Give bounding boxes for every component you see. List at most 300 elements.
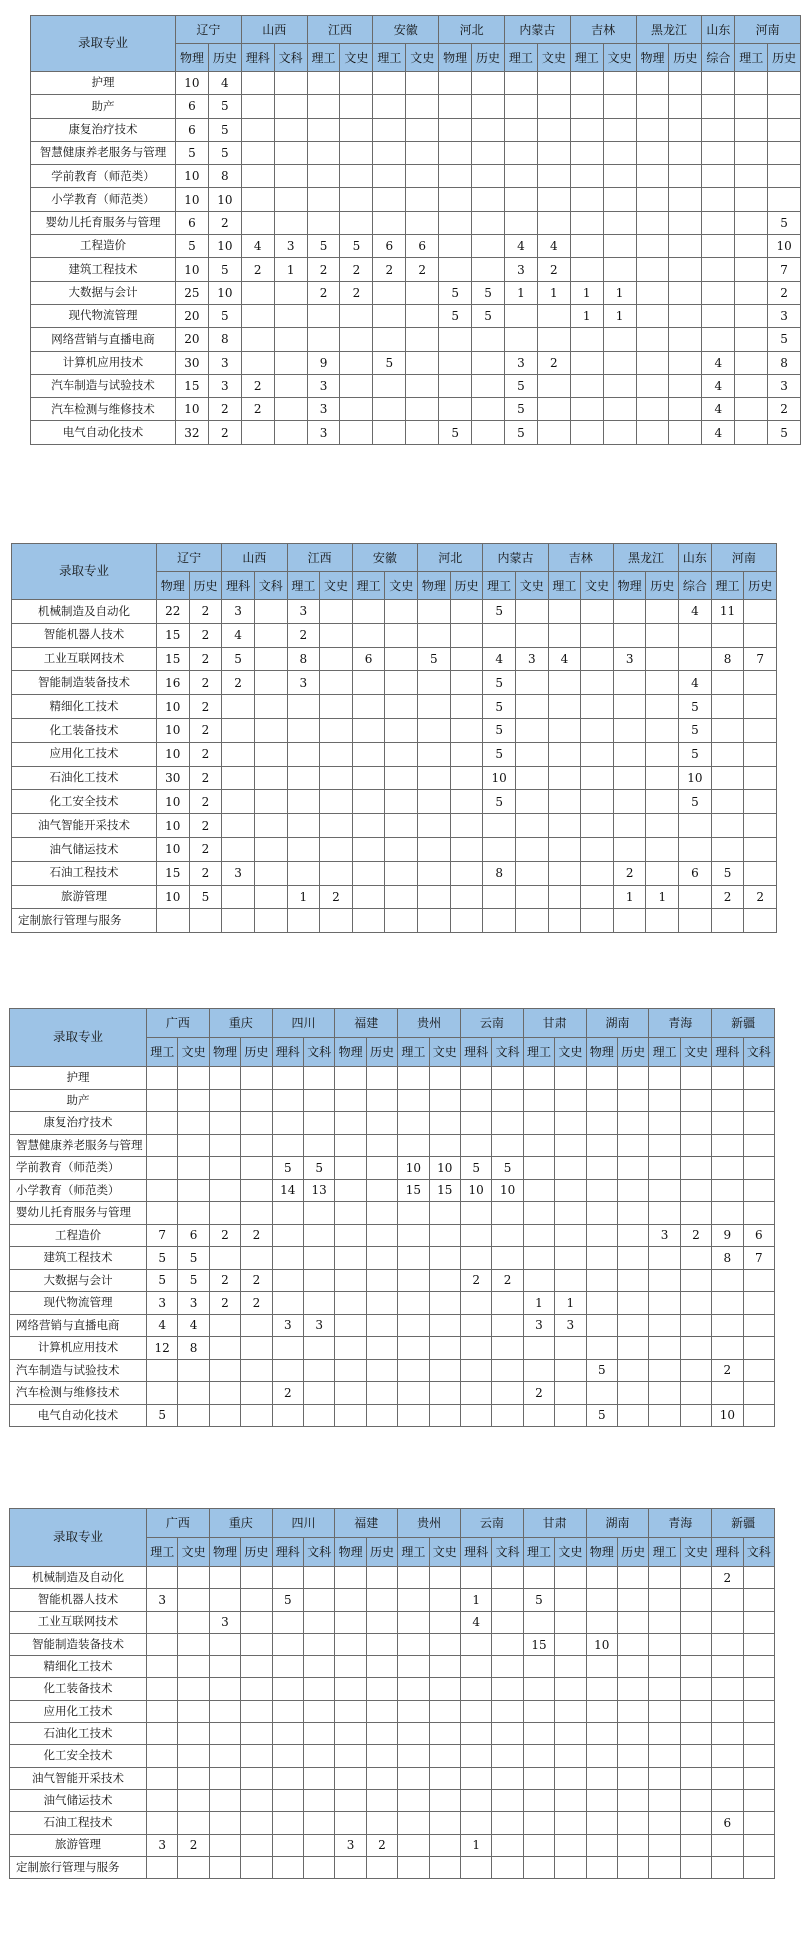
quota-cell [555,1202,586,1225]
major-name: 助产 [31,95,176,118]
quota-cell [702,165,735,188]
quota-cell [679,885,712,909]
quota-cell [617,1404,648,1427]
quota-cell [669,421,702,444]
quota-cell [570,235,603,258]
quota-cell [581,742,614,766]
quota-cell [555,1767,586,1789]
quota-cell [303,1112,334,1135]
quota-cell [617,1723,648,1745]
quota-cell [515,790,548,814]
quota-cell [570,95,603,118]
quota-cell [555,1789,586,1811]
quota-cell: 8 [711,647,744,671]
quota-cell [649,1269,680,1292]
quota-cell [581,790,614,814]
table-row [12,814,777,838]
quota-cell [335,1292,366,1315]
quota-cell [555,1611,586,1633]
quota-cell: 5 [307,235,340,258]
quota-cell [603,328,636,351]
quota-cell [147,1157,178,1180]
quota-cell [711,718,744,742]
quota-cell [352,885,385,909]
major-name: 学前教育（师范类） [10,1157,147,1180]
quota-cell [450,885,483,909]
quota-cell: 5 [679,742,712,766]
quota-cell [241,1202,272,1225]
quota-cell: 5 [504,374,537,397]
subject-header: 理工 [570,44,603,72]
quota-cell: 2 [711,885,744,909]
quota-cell [702,72,735,95]
major-name: 康复治疗技术 [31,118,176,141]
quota-cell: 10 [768,235,801,258]
quota-cell [743,1567,774,1589]
table-row [10,1404,775,1427]
quota-cell: 2 [241,258,274,281]
subject-header: 历史 [617,1038,648,1067]
quota-cell [492,1404,523,1427]
quota-cell [272,1404,303,1427]
quota-cell [617,1567,648,1589]
quota-cell [581,600,614,624]
quota-cell [335,1767,366,1789]
major-name: 智慧健康养老服务与管理 [31,141,176,164]
quota-cell [439,235,472,258]
quota-cell [385,885,418,909]
quota-cell [439,398,472,421]
quota-cell [743,1359,774,1382]
quota-cell [450,814,483,838]
quota-cell [646,600,679,624]
major-name: 化工安全技术 [12,790,157,814]
quota-cell [555,1745,586,1767]
subject-header: 文科 [274,44,307,72]
quota-cell [303,1089,334,1112]
quota-cell: 10 [176,165,209,188]
subject-header: 物理 [335,1038,366,1067]
major-name: 机械制造及自动化 [10,1567,147,1589]
subject-header: 理工 [523,1038,554,1067]
quota-cell: 2 [189,647,222,671]
quota-cell [398,1067,429,1090]
quota-cell [241,1678,272,1700]
quota-cell [712,1856,743,1878]
quota-cell [406,281,439,304]
quota-cell [460,1067,491,1090]
quota-cell [429,1611,460,1633]
quota-cell [649,1404,680,1427]
quota-cell: 3 [208,374,241,397]
quota-cell [366,1633,397,1655]
quota-cell [335,1247,366,1270]
subject-header: 物理 [636,44,669,72]
quota-cell [492,1589,523,1611]
quota-cell [209,1314,240,1337]
quota-cell [680,1567,711,1589]
quota-cell: 5 [483,671,516,695]
quota-cell [429,1404,460,1427]
quota-cell: 4 [679,671,712,695]
major-name: 大数据与会计 [10,1269,147,1292]
province-header: 河南 [711,544,776,572]
quota-cell [406,95,439,118]
quota-cell: 5 [147,1247,178,1270]
quota-cell [272,1834,303,1856]
quota-cell: 4 [483,647,516,671]
quota-cell [472,211,505,234]
quota-cell [352,837,385,861]
quota-cell [617,1812,648,1834]
quota-cell [669,95,702,118]
quota-cell [366,1404,397,1427]
quota-cell [586,1314,617,1337]
quota-cell [460,1112,491,1135]
quota-cell [515,695,548,719]
quota-cell [586,1789,617,1811]
quota-cell: 5 [439,421,472,444]
major-name: 定制旅行管理与服务 [10,1856,147,1878]
quota-cell [712,1202,743,1225]
province-header: 福建 [335,1009,398,1038]
quota-cell: 10 [157,742,190,766]
subject-header: 历史 [744,572,777,600]
quota-cell [385,861,418,885]
quota-cell [335,1134,366,1157]
quota-cell [320,861,353,885]
quota-cell: 3 [768,374,801,397]
table-row [12,600,777,624]
quota-cell [636,211,669,234]
quota-cell: 5 [178,1247,209,1270]
quota-cell [209,1745,240,1767]
quota-cell [241,1589,272,1611]
quota-cell [398,1589,429,1611]
table-row [31,165,801,188]
quota-cell [743,1134,774,1157]
quota-cell [352,623,385,647]
quota-cell [178,1157,209,1180]
quota-cell [613,909,646,933]
quota-cell: 1 [460,1834,491,1856]
quota-cell [586,1656,617,1678]
quota-cell [743,1700,774,1722]
quota-cell [483,837,516,861]
quota-cell [209,1247,240,1270]
quota-cell [617,1678,648,1700]
quota-cell [492,1812,523,1834]
quota-cell [366,1723,397,1745]
quota-cell [340,374,373,397]
table-row [31,351,801,374]
admission-table-1 [30,15,801,445]
quota-cell [613,695,646,719]
quota-cell [385,718,418,742]
quota-cell [335,1856,366,1878]
quota-cell: 2 [537,258,570,281]
quota-cell [679,837,712,861]
quota-cell [303,1856,334,1878]
quota-cell: 3 [335,1834,366,1856]
quota-cell: 3 [504,258,537,281]
quota-cell [744,600,777,624]
quota-cell: 5 [272,1157,303,1180]
quota-cell [636,235,669,258]
quota-cell [209,1633,240,1655]
quota-cell: 5 [208,304,241,327]
table-row [10,1179,775,1202]
quota-cell [472,72,505,95]
quota-cell [303,1678,334,1700]
subject-header: 理工 [398,1538,429,1567]
quota-cell [744,861,777,885]
quota-cell [743,1656,774,1678]
quota-cell: 1 [504,281,537,304]
quota-cell [335,1067,366,1090]
quota-cell [548,742,581,766]
quota-cell [320,837,353,861]
quota-cell [335,1359,366,1382]
quota-cell [669,141,702,164]
quota-cell [617,1157,648,1180]
quota-cell [398,1382,429,1405]
subject-header: 理科 [272,1038,303,1067]
quota-cell [613,742,646,766]
major-name: 工业互联网技术 [10,1611,147,1633]
quota-cell [636,304,669,327]
quota-cell [680,1656,711,1678]
quota-cell [406,165,439,188]
subject-header: 物理 [613,572,646,600]
quota-cell [735,235,768,258]
quota-cell [548,600,581,624]
quota-cell [287,861,320,885]
quota-cell [570,328,603,351]
province-header: 山东 [702,16,735,44]
quota-cell: 25 [176,281,209,304]
quota-cell [241,1812,272,1834]
quota-cell: 10 [208,188,241,211]
quota-cell [320,766,353,790]
quota-cell [504,141,537,164]
quota-cell [418,600,451,624]
quota-cell [649,1723,680,1745]
quota-cell [385,647,418,671]
subject-header: 理科 [712,1538,743,1567]
quota-cell [649,1656,680,1678]
quota-cell [636,398,669,421]
quota-cell [636,374,669,397]
quota-cell [646,695,679,719]
quota-cell [636,165,669,188]
table-row [12,766,777,790]
quota-cell [406,118,439,141]
quota-cell [241,1247,272,1270]
quota-cell: 1 [537,281,570,304]
quota-cell [555,1404,586,1427]
quota-cell [555,1633,586,1655]
quota-cell: 10 [208,281,241,304]
quota-cell [646,861,679,885]
quota-cell [303,1292,334,1315]
table-row [31,421,801,444]
province-header: 河北 [418,544,483,572]
quota-cell [523,1112,554,1135]
major-name: 旅游管理 [12,885,157,909]
quota-cell: 5 [189,885,222,909]
quota-cell [406,374,439,397]
quota-cell [735,211,768,234]
quota-cell: 5 [483,718,516,742]
quota-cell [272,1292,303,1315]
quota-cell [287,909,320,933]
quota-cell [147,1678,178,1700]
quota-cell [735,374,768,397]
quota-cell: 3 [307,398,340,421]
quota-cell [335,1089,366,1112]
quota-cell [646,647,679,671]
major-name: 石油工程技术 [12,861,157,885]
quota-cell [492,1745,523,1767]
quota-cell [613,766,646,790]
province-header: 内蒙古 [483,544,548,572]
quota-cell [439,118,472,141]
subject-header: 历史 [241,1038,272,1067]
quota-cell [209,1112,240,1135]
quota-cell: 10 [429,1157,460,1180]
quota-cell [744,671,777,695]
quota-cell [385,600,418,624]
quota-cell: 3 [208,351,241,374]
quota-cell [492,1134,523,1157]
quota-cell [241,1067,272,1090]
quota-cell [460,1134,491,1157]
quota-cell [743,1812,774,1834]
major-name: 石油化工技术 [12,766,157,790]
province-header: 重庆 [209,1009,272,1038]
quota-cell [735,398,768,421]
quota-cell [483,885,516,909]
quota-cell: 4 [702,421,735,444]
quota-cell [586,1269,617,1292]
quota-cell [603,421,636,444]
subject-header: 综合 [679,572,712,600]
quota-cell [743,1269,774,1292]
quota-cell [603,351,636,374]
quota-cell [418,742,451,766]
quota-cell [649,1314,680,1337]
quota-cell [450,695,483,719]
quota-cell [680,1589,711,1611]
quota-cell [272,1812,303,1834]
quota-cell: 5 [504,421,537,444]
quota-cell [352,766,385,790]
province-header: 安徽 [352,544,417,572]
quota-cell: 30 [157,766,190,790]
quota-cell [603,398,636,421]
quota-cell [429,1067,460,1090]
major-name: 化工装备技术 [12,718,157,742]
subject-header: 文史 [429,1538,460,1567]
quota-cell [178,1812,209,1834]
quota-cell [398,1292,429,1315]
quota-cell [398,1767,429,1789]
quota-cell [439,188,472,211]
quota-cell: 8 [178,1337,209,1360]
province-header: 湖南 [586,1509,649,1538]
quota-cell [555,1157,586,1180]
quota-cell [274,374,307,397]
quota-cell [702,328,735,351]
quota-cell [222,766,255,790]
quota-cell [743,1678,774,1700]
quota-cell [439,211,472,234]
quota-cell [439,328,472,351]
quota-cell [679,647,712,671]
quota-cell: 10 [176,398,209,421]
subject-header: 历史 [472,44,505,72]
quota-cell [303,1589,334,1611]
quota-cell: 6 [373,235,406,258]
quota-cell [743,1382,774,1405]
table-row [10,1314,775,1337]
header-major-label: 录取专业 [10,1009,147,1067]
province-header: 重庆 [209,1509,272,1538]
quota-cell [735,72,768,95]
quota-cell [669,165,702,188]
quota-cell: 2 [209,1269,240,1292]
quota-cell [711,671,744,695]
quota-cell [537,398,570,421]
quota-cell [492,1314,523,1337]
quota-cell [492,1202,523,1225]
quota-cell: 4 [504,235,537,258]
quota-cell [320,600,353,624]
quota-cell [492,1700,523,1722]
quota-cell [515,718,548,742]
subject-header: 文史 [581,572,614,600]
table-row [10,1678,775,1700]
quota-cell [603,235,636,258]
table-row [10,1089,775,1112]
quota-cell [636,141,669,164]
major-name: 网络营销与直播电商 [31,328,176,351]
subject-header: 文史 [537,44,570,72]
quota-cell [254,766,287,790]
table-row [10,1812,775,1834]
quota-cell [254,861,287,885]
quota-cell [178,1611,209,1633]
quota-cell: 2 [613,861,646,885]
quota-cell [222,790,255,814]
quota-cell [178,1404,209,1427]
quota-cell [439,351,472,374]
quota-cell [320,814,353,838]
quota-cell [472,118,505,141]
subject-header: 文史 [603,44,636,72]
quota-cell [570,211,603,234]
subject-header: 理科 [712,1038,743,1067]
quota-cell: 10 [176,188,209,211]
quota-cell [450,909,483,933]
quota-cell [429,1359,460,1382]
quota-cell [450,671,483,695]
quota-cell [504,118,537,141]
major-name: 智能机器人技术 [10,1589,147,1611]
quota-cell [460,1292,491,1315]
quota-cell [649,1812,680,1834]
